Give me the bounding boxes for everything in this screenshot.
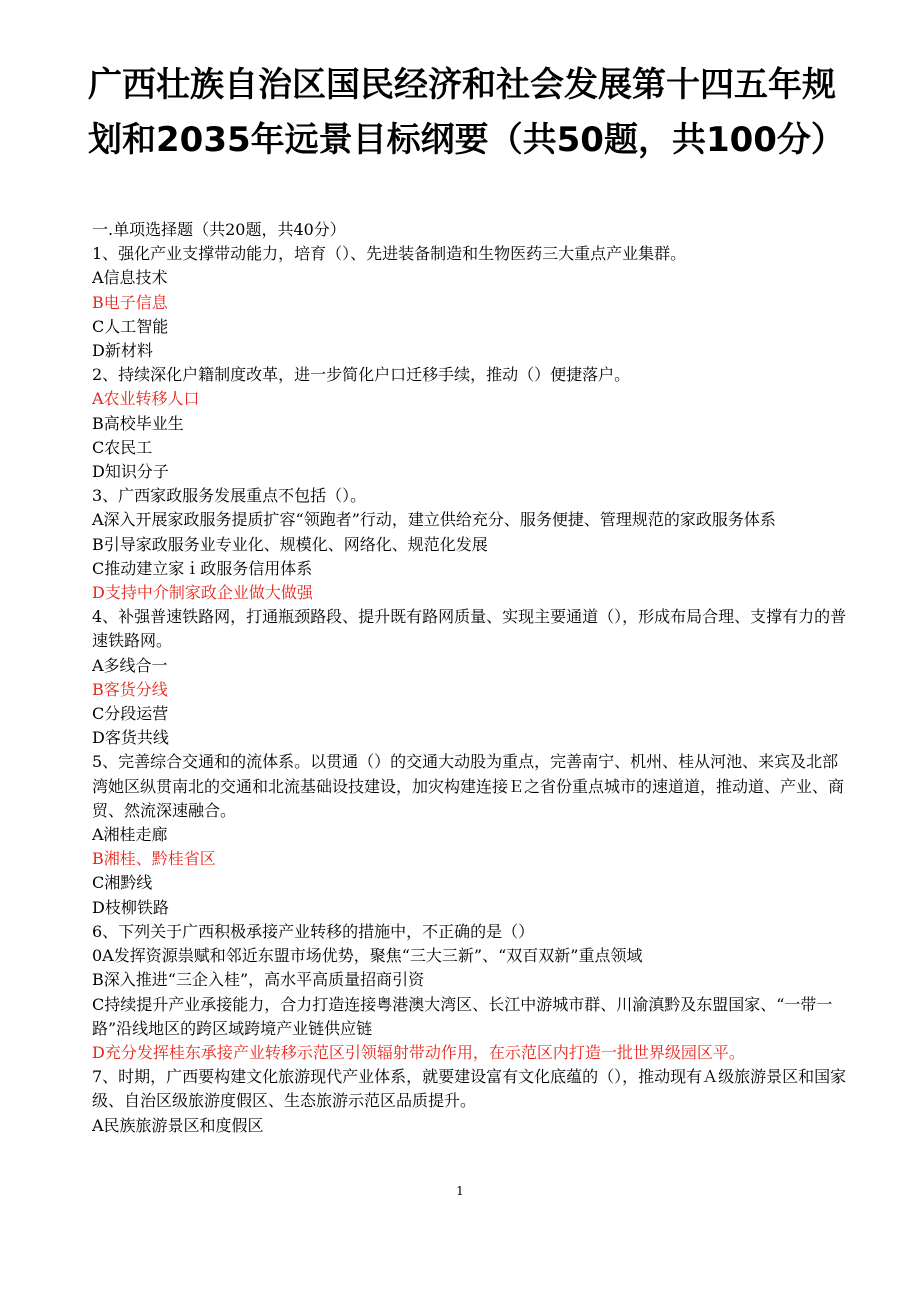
- option-a: A深入开展家政服务提质扩容“领跑者”行动，建立供给充分、服务便捷、管理规范的家政服务体系: [92, 510, 776, 530]
- option-c: C持续提升产业承接能力，合力打造连接粤港澳大湾区、长江中游城市群、川渝滇黔及东盟国家、“一带一路”沿线地区的跨区域跨境产业链供应链: [92, 994, 833, 1038]
- section-heading: 一.单项选择题（共20题，共40分）: [92, 220, 346, 239]
- option-c: C湘黔线: [92, 873, 153, 893]
- option-b: B高校毕业生: [92, 413, 184, 433]
- option-d-answer: D充分发挥桂东承接产业转移示范区引领辐射带动作用，在示范区内打造一批世界级园区平。: [92, 1042, 745, 1062]
- option-c: C推动建立家ｉ政服务信用体系: [92, 558, 313, 578]
- option-b-answer: B客货分线: [92, 679, 168, 699]
- question-stem: 3、广西家政服务发展重点不包括（）。: [92, 486, 367, 506]
- question-stem: 2、持续深化户籍制度改革，进一步简化户口迁移手续，推动（）便捷落户。: [92, 365, 631, 385]
- option-a-answer: A农业转移人口: [92, 389, 200, 409]
- option-a: A湘桂走廊: [92, 825, 168, 845]
- question-stem: 6、下列关于广西积极承接产业转移的措施中，不正确的是（）: [92, 921, 535, 941]
- option-b-answer: B湘桂、黔桂省区: [92, 849, 216, 869]
- option-a: A民族旅游景区和度假区: [92, 1115, 264, 1135]
- option-c: C分段运营: [92, 704, 169, 724]
- document-title: 广西壮族自治区国民经济和社会发展第十四五年规划和2035年远景目标纲要（共50题，共100分）: [88, 65, 845, 160]
- option-d: D新材料: [92, 341, 153, 361]
- option-a: A信息技术: [92, 268, 168, 288]
- option-a: 0A发挥资源祟赋和邻近东盟市场优势，聚焦“三大三新”、“双百双新”重点领域: [92, 946, 643, 966]
- question-stem: 1、强化产业支撑带动能力，培育（）、先进装备制造和生物医药三大重点产业集群。: [92, 244, 687, 264]
- option-b: B深入推进“三企入桂”，高水平高质量招商引资: [92, 970, 425, 990]
- question-stem: 5、完善综合交通和的流体系。以贯通（）的交通大动股为重点，完善南宁、机州、桂从河池、来宾及北部湾她区纵贯南北的交通和北流基础设技建设，加灾构建连接Ｅ之省份重点城市的速道道，推动道、产业、商贸、然流深速融合。: [92, 752, 845, 820]
- option-d: D客货共线: [92, 728, 169, 748]
- option-d-answer: D支持中介制家政企业做大做强: [92, 583, 313, 603]
- option-c: C农民工: [92, 437, 153, 457]
- option-b-answer: B电子信息: [92, 292, 168, 312]
- option-d: D枝柳铁路: [92, 897, 169, 917]
- option-b: B引导家政服务业专业化、规模化、网络化、规范化发展: [92, 534, 488, 554]
- question-stem: 7、时期，广西要构建文化旅游现代产业体系，就要建设富有文化底蕴的（），推动现有Ａ级旅游景区和国家级、自治区级旅游度假区、生态旅游示范区品质提升。: [92, 1067, 847, 1111]
- question-stem: 4、补强普速铁路网，打通瓶颈路段、提升既有路网质量、实现主要通道（），形成布局合理、支撑有力的普速铁路网。: [92, 607, 847, 651]
- page-number: 1: [456, 1184, 464, 1198]
- option-c: C人工智能: [92, 316, 169, 336]
- option-a: A多线合一: [92, 655, 168, 675]
- document-body: [92, 218, 852, 1138]
- option-d: D知识分子: [92, 462, 169, 482]
